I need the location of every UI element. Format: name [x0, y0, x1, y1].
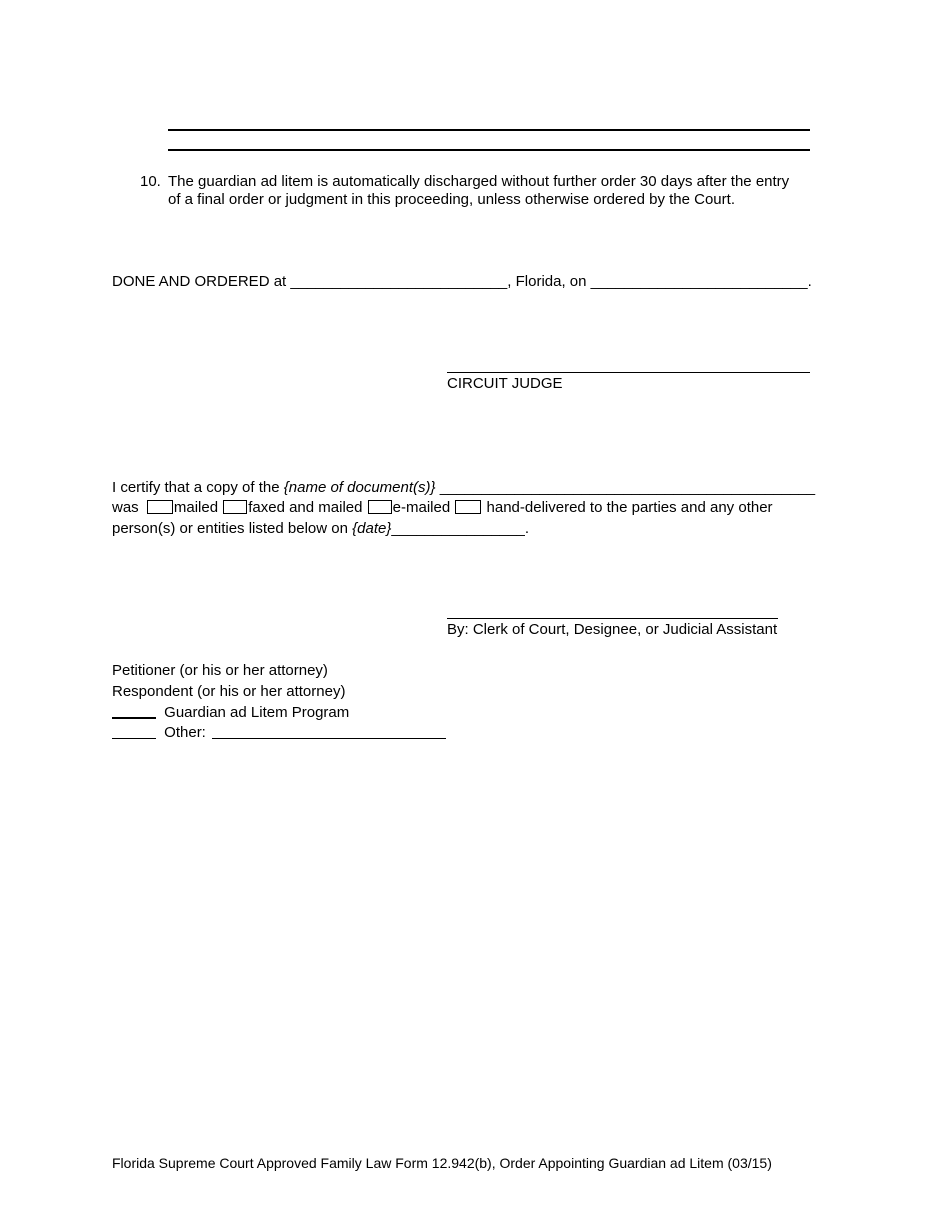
certificate-line3: [112, 520, 529, 537]
form-footer: Florida Supreme Court Approved Family Law Form 12.942(b), Order Appointing Guardian ad Litem (03/15): [112, 1155, 772, 1171]
mailed-label: mailed: [173, 499, 219, 516]
document-name-blank[interactable]: _____________________________________________: [439, 479, 816, 496]
recipient-respondent: Respondent (or his or her attorney): [112, 683, 346, 700]
other-label: Other:: [164, 724, 206, 741]
circuit-judge-label: CIRCUIT JUDGE: [447, 375, 563, 392]
certificate-line2: [112, 499, 773, 516]
item-10-text-line1: The guardian ad litem is automatically discharged without further order 30 days after the entry: [168, 173, 790, 190]
clerk-signature-line[interactable]: [447, 618, 778, 619]
emailed-label: e-mailed: [392, 499, 451, 516]
judge-signature-line[interactable]: [447, 372, 810, 373]
certificate-line3-prefix: person(s) or entities listed below on: [112, 520, 348, 537]
hand-delivered-label: hand-delivered to the parties and any other: [486, 499, 773, 516]
certificate-prefix: I certify that a copy of the: [112, 479, 280, 496]
service-date-blank[interactable]: ________________: [391, 520, 525, 537]
certificate-line1: [112, 479, 815, 496]
certificate-line3-suffix: .: [524, 520, 529, 537]
other-fill-blank[interactable]: [212, 724, 446, 739]
done-ordered-middle: , Florida, on: [507, 273, 587, 290]
emailed-checkbox[interactable]: [368, 500, 392, 514]
top-rule-2: [168, 149, 810, 151]
top-rule-1: [168, 129, 810, 131]
item-10-number: 10.: [140, 173, 161, 190]
hand-delivered-checkbox[interactable]: [455, 500, 481, 514]
location-blank[interactable]: __________________________: [290, 273, 508, 290]
done-ordered-suffix: .: [807, 273, 812, 290]
item-10-text-line2: of a final order or judgment in this proceeding, unless otherwise ordered by the Court.: [168, 191, 735, 208]
gal-blank[interactable]: [112, 703, 156, 719]
done-ordered-prefix: DONE AND ORDERED at: [112, 273, 287, 290]
recipient-other-row: [112, 724, 446, 741]
mailed-checkbox[interactable]: [147, 500, 173, 514]
done-and-ordered-line: [112, 273, 812, 290]
date-placeholder: {date}: [352, 520, 392, 537]
faxed-checkbox[interactable]: [223, 500, 247, 514]
date-blank[interactable]: __________________________: [590, 273, 808, 290]
faxed-label: faxed and mailed: [248, 499, 363, 516]
recipient-gal-row: [112, 703, 349, 721]
other-blank[interactable]: [112, 724, 156, 739]
clerk-label: By: Clerk of Court, Designee, or Judicial Assistant: [447, 621, 778, 638]
recipient-petitioner: Petitioner (or his or her attorney): [112, 662, 328, 679]
gal-label: Guardian ad Litem Program: [164, 704, 350, 721]
certificate-was: was: [112, 499, 139, 516]
document-name-placeholder: {name of document(s)}: [283, 479, 436, 496]
